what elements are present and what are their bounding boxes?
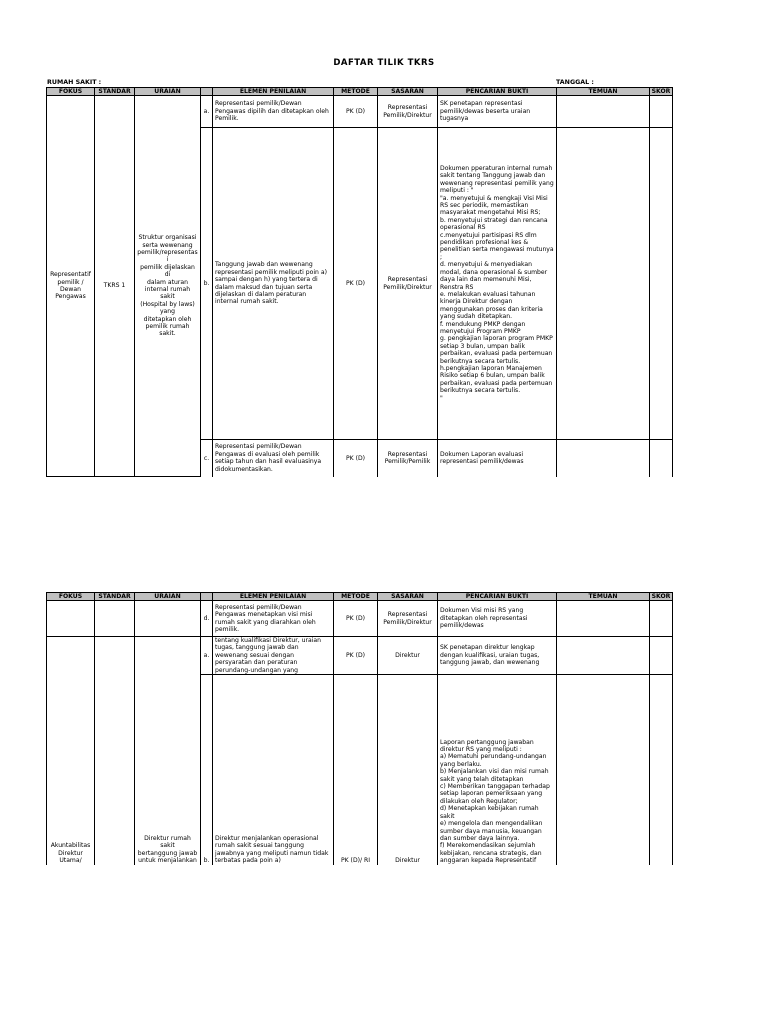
element-letter: c.: [201, 440, 213, 477]
checklist-table-1: [46, 87, 673, 477]
element-letter: a.: [201, 96, 213, 128]
header-blank: [201, 88, 213, 96]
table-row: [47, 601, 673, 637]
temuan-cell[interactable]: [557, 440, 650, 477]
header-sasaran: SASARAN: [378, 593, 438, 601]
temuan-cell[interactable]: [557, 601, 650, 637]
pencarian-bukti-cell: Laporan pertanggung jawaban direktur RS yang meliputi : a) Mematuhi perundang-undangan yang berlaku. b) Menjalankan visi dan misi rumah sakit yang telah ditetapkan c) Memberikan tanggapan terhadap setiap laporan pemeriksaan yang dilakukan oleh Regulator; d) Menetapkan kebijakan rumah sakit e) mengelola dan mengendalikan sumber daya manusia, keuangan dan sumber daya lainnya. f) Merekomendasikan sejumlah kebijakan, rencana strategis, dan anggaran kepada Representatif: [438, 675, 557, 865]
header-elemen: ELEMEN PENILAIAN: [213, 593, 334, 601]
rumah-sakit-label: RUMAH SAKIT :: [47, 79, 102, 86]
pencarian-bukti-cell: Dokumen Laporan evaluasi representasi pemilik/dewas: [438, 440, 557, 477]
skor-cell[interactable]: [650, 440, 673, 477]
checklist-table-2: [46, 592, 673, 865]
sasaran-cell: Representasi Pemilik/Direktur: [378, 128, 438, 440]
tanggal-label: TANGGAL :: [556, 79, 594, 86]
metode-cell: PK (D): [334, 440, 378, 477]
header-temuan: TEMUAN: [557, 88, 650, 96]
header-pencarian-bukti: PENCARIAN BUKTI: [438, 593, 557, 601]
header-fokus: FOKUS: [47, 593, 95, 601]
header-pencarian-bukti: PENCARIAN BUKTI: [438, 88, 557, 96]
metode-cell: PK (D): [334, 637, 378, 675]
metode-cell: PK (D): [334, 128, 378, 440]
temuan-cell[interactable]: [557, 637, 650, 675]
elemen-penilaian-cell: Direktur menjalankan operasional rumah sakit sesuai tanggung jawabnya yang meliputi namun tidak terbatas pada poin a): [213, 675, 334, 865]
header-temuan: TEMUAN: [557, 593, 650, 601]
page-title: DAFTAR TILIK TKRS: [333, 58, 435, 68]
table-row: [47, 637, 673, 675]
uraian-cell: Struktur organisasi serta wewenang pemilik/representasi pemilik dijelaskan di dalam aturan internal rumah sakit (Hospital by laws) yang ditetapkan oleh pemilik rumah sakit.: [135, 96, 201, 477]
metode-cell: PK (D): [334, 96, 378, 128]
standar-cell: TKRS 1: [95, 96, 135, 477]
temuan-cell[interactable]: [557, 96, 650, 128]
header-skor: SKOR: [650, 88, 673, 96]
header-metode: METODE: [334, 593, 378, 601]
element-letter: b.: [201, 128, 213, 440]
header-standar: STANDAR: [95, 593, 135, 601]
skor-cell[interactable]: [650, 96, 673, 128]
sasaran-cell: Direktur: [378, 675, 438, 865]
uraian-cell: [135, 601, 201, 637]
table-header-row: [47, 88, 673, 96]
table-header-row: [47, 593, 673, 601]
fokus-cell: [47, 601, 95, 637]
elemen-penilaian-cell: Representasi pemilik/Dewan Pengawas dipilih dan ditetapkan oleh Pemilik.: [213, 96, 334, 128]
uraian-cell: Direktur rumah sakit bertanggung jawab untuk menjalankan: [135, 637, 201, 865]
standar-cell: [95, 637, 135, 865]
elemen-penilaian-cell: Tanggung jawab dan wewenang representasi pemilik meliputi poin a) sampai dengan h) yang tertera di dalam maksud dan tujuan serta dijelaskan di dalam peraturan internal rumah sakit.: [213, 128, 334, 440]
metode-cell: PK (D)/ RI: [334, 675, 378, 865]
skor-cell[interactable]: [650, 128, 673, 440]
pencarian-bukti-cell: SK penetapan direktur lengkap dengan kualifikasi, uraian tugas, tanggung jawab, dan wewenang: [438, 637, 557, 675]
metode-cell: PK (D): [334, 601, 378, 637]
header-elemen: ELEMEN PENILAIAN: [213, 88, 334, 96]
elemen-penilaian-cell: Representasi pemilik/Dewan Pengawas menetapkan visi misi rumah sakit yang diarahkan oleh pemilik.: [213, 601, 334, 637]
header-metode: METODE: [334, 88, 378, 96]
table-row: [47, 96, 673, 128]
temuan-cell[interactable]: [557, 128, 650, 440]
sasaran-cell: Representasi Pemilik/Pemilik: [378, 440, 438, 477]
skor-cell[interactable]: [650, 637, 673, 675]
sasaran-cell: Representasi Pemilik/Direktur: [378, 601, 438, 637]
header-standar: STANDAR: [95, 88, 135, 96]
element-letter: b.: [201, 675, 213, 865]
element-letter: d.: [201, 601, 213, 637]
pencarian-bukti-cell: Dokumen pperaturan internal rumah sakit tentang Tanggung jawab dan wewenang representasi pemilik yang meliputi : " "a. menyetujui & mengkaji Visi Misi RS sec periodik, memastikan masyarakat mengetahui Misi RS; b. menyetujui strategi dan rencana operasional RS c.menyetujui partisipasi RS dlm pendidikan profesional kes & penelitian serta mengawasi mutunya ; d. menyetujui & menyediakan modal, dana operasional & sumber daya lain dan memenuhi Misi, Renstra RS e. melakukan evaluasi tahunan kinerja Direktur dengan menggunakan proses dan kriteria yang sudah ditetapkan. f. mendukung PMKP dengan menyetujui Program PMKP g. pengkajian laporan program PMKP setiap 3 bulan, umpan balik perbaikan, evaluasi pada pertemuan berikutnya secara tertulis. h.pengkajian laporan Manajemen Risiko setiap 6 bulan, umpan balik perbaikan, evaluasi pada pertemuan berikutnya secara tertulis. ": [438, 128, 557, 440]
standar-cell: [95, 601, 135, 637]
element-letter: a.: [201, 637, 213, 675]
temuan-cell[interactable]: [557, 675, 650, 865]
pencarian-bukti-cell: Dokumen Visi misi RS yang ditetapkan oleh representasi pemilik/dewas: [438, 601, 557, 637]
sasaran-cell: Direktur: [378, 637, 438, 675]
header-uraian: URAIAN: [135, 593, 201, 601]
fokus-cell: Representatif pemilik / Dewan Pengawas: [47, 96, 95, 477]
elemen-penilaian-cell: tentang kualifikasi Direktur, uraian tugas, tanggung jawab dan wewenang sesuai dengan persyaratan dan peraturan perundang-undangan yang: [213, 637, 334, 675]
header-blank: [201, 593, 213, 601]
elemen-penilaian-cell: Representasi pemilik/Dewan Pengawas di evaluasi oleh pemilik setiap tahun dan hasil evaluasinya didokumentasikan.: [213, 440, 334, 477]
header-uraian: URAIAN: [135, 88, 201, 96]
skor-cell[interactable]: [650, 675, 673, 865]
sasaran-cell: Representasi Pemilik/Direktur: [378, 96, 438, 128]
header-fokus: FOKUS: [47, 88, 95, 96]
header-skor: SKOR: [650, 593, 673, 601]
fokus-cell: Akuntabilitas Direktur Utama/: [47, 637, 95, 865]
header-sasaran: SASARAN: [378, 88, 438, 96]
pencarian-bukti-cell: SK penetapan representasi pemilik/dewas beserta uraian tugasnya: [438, 96, 557, 128]
skor-cell[interactable]: [650, 601, 673, 637]
